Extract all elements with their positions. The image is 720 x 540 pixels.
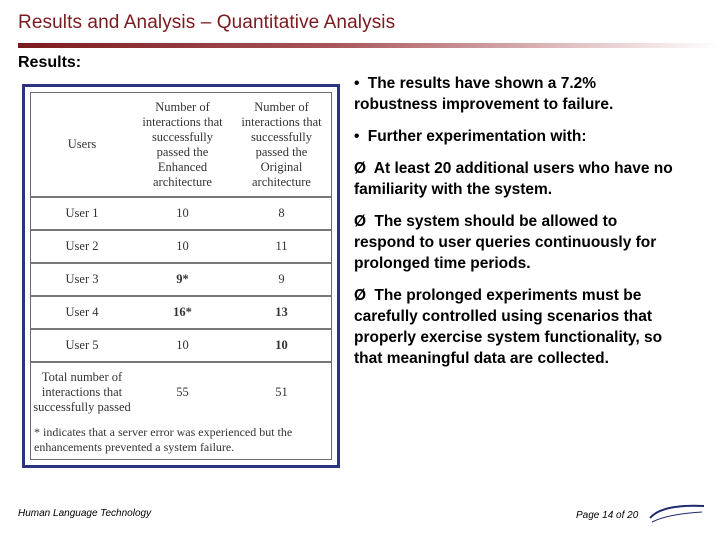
row-enhanced: 16* [173, 305, 192, 319]
results-table-frame [22, 84, 340, 468]
row-enhanced: 10 [176, 206, 189, 220]
header-enhanced: Number of interactions that successfully passed the Enhanced architecture [142, 99, 223, 189]
footer-page-number: Page 14 of 20 [576, 510, 639, 521]
table-row [31, 329, 331, 362]
footer-organization: Human Language Technology [18, 508, 152, 519]
cavs-logo-icon [648, 502, 706, 524]
row-user: User 1 [65, 206, 99, 220]
row-enhanced: 10 [176, 338, 189, 352]
bullet-item [354, 285, 674, 369]
bullet-text: Further experimentation with: [367, 128, 587, 145]
arrow-bullet-icon: Ø [354, 160, 367, 177]
row-original: 10 [275, 338, 288, 352]
results-table-inner [30, 92, 332, 460]
bullet-text: The results have shown a 7.2% robustness improvement to failure. [354, 75, 614, 113]
bullet-text: The system should be allowed to respond to user queries continuously for prolonged time periods. [354, 213, 657, 272]
row-original: 11 [275, 239, 288, 253]
total-label: Total number of interactions that successfully passed [33, 369, 131, 414]
section-label: Results: [18, 54, 82, 71]
bullet-list [354, 73, 674, 380]
header-original: Number of interactions that successfully passed the Original architecture [241, 99, 322, 189]
arrow-bullet-icon: Ø [354, 287, 367, 304]
row-enhanced: 10 [176, 239, 189, 253]
bullet-item [354, 126, 674, 147]
row-user: User 4 [65, 305, 99, 319]
row-original: 9 [278, 272, 285, 286]
bullet-item [354, 211, 674, 274]
table-row [31, 296, 331, 329]
row-user: User 5 [65, 338, 99, 352]
slide-title: Results and Analysis – Quantitative Analysis [18, 12, 396, 33]
bullet-text: At least 20 additional users who have no familiarity with the system. [354, 160, 673, 198]
table-footnote: * indicates that a server error was experienced but the enhancements prevented a system failure. [34, 425, 293, 454]
table-header-row [31, 93, 331, 197]
bullet-item [354, 158, 674, 200]
bullet-marker: • [354, 128, 360, 145]
arrow-bullet-icon: Ø [354, 213, 367, 230]
row-user: User 2 [65, 239, 99, 253]
bullet-item [354, 73, 674, 115]
row-enhanced: 9* [176, 272, 189, 286]
results-table [31, 93, 331, 421]
table-total-row [31, 362, 331, 421]
table-row [31, 263, 331, 296]
row-user: User 3 [65, 272, 99, 286]
bullet-marker: • [354, 75, 360, 92]
table-row [31, 230, 331, 263]
bullet-text: The prolonged experiments must be carefully controlled using scenarios that properly exercise system functionality, so that meaningful data are collected. [354, 287, 663, 367]
table-row [31, 197, 331, 230]
total-enhanced: 55 [176, 384, 189, 399]
title-rule [18, 43, 720, 48]
header-users: Users [67, 137, 97, 151]
row-original: 8 [278, 206, 285, 220]
total-original: 51 [275, 384, 288, 399]
row-original: 13 [275, 305, 288, 319]
